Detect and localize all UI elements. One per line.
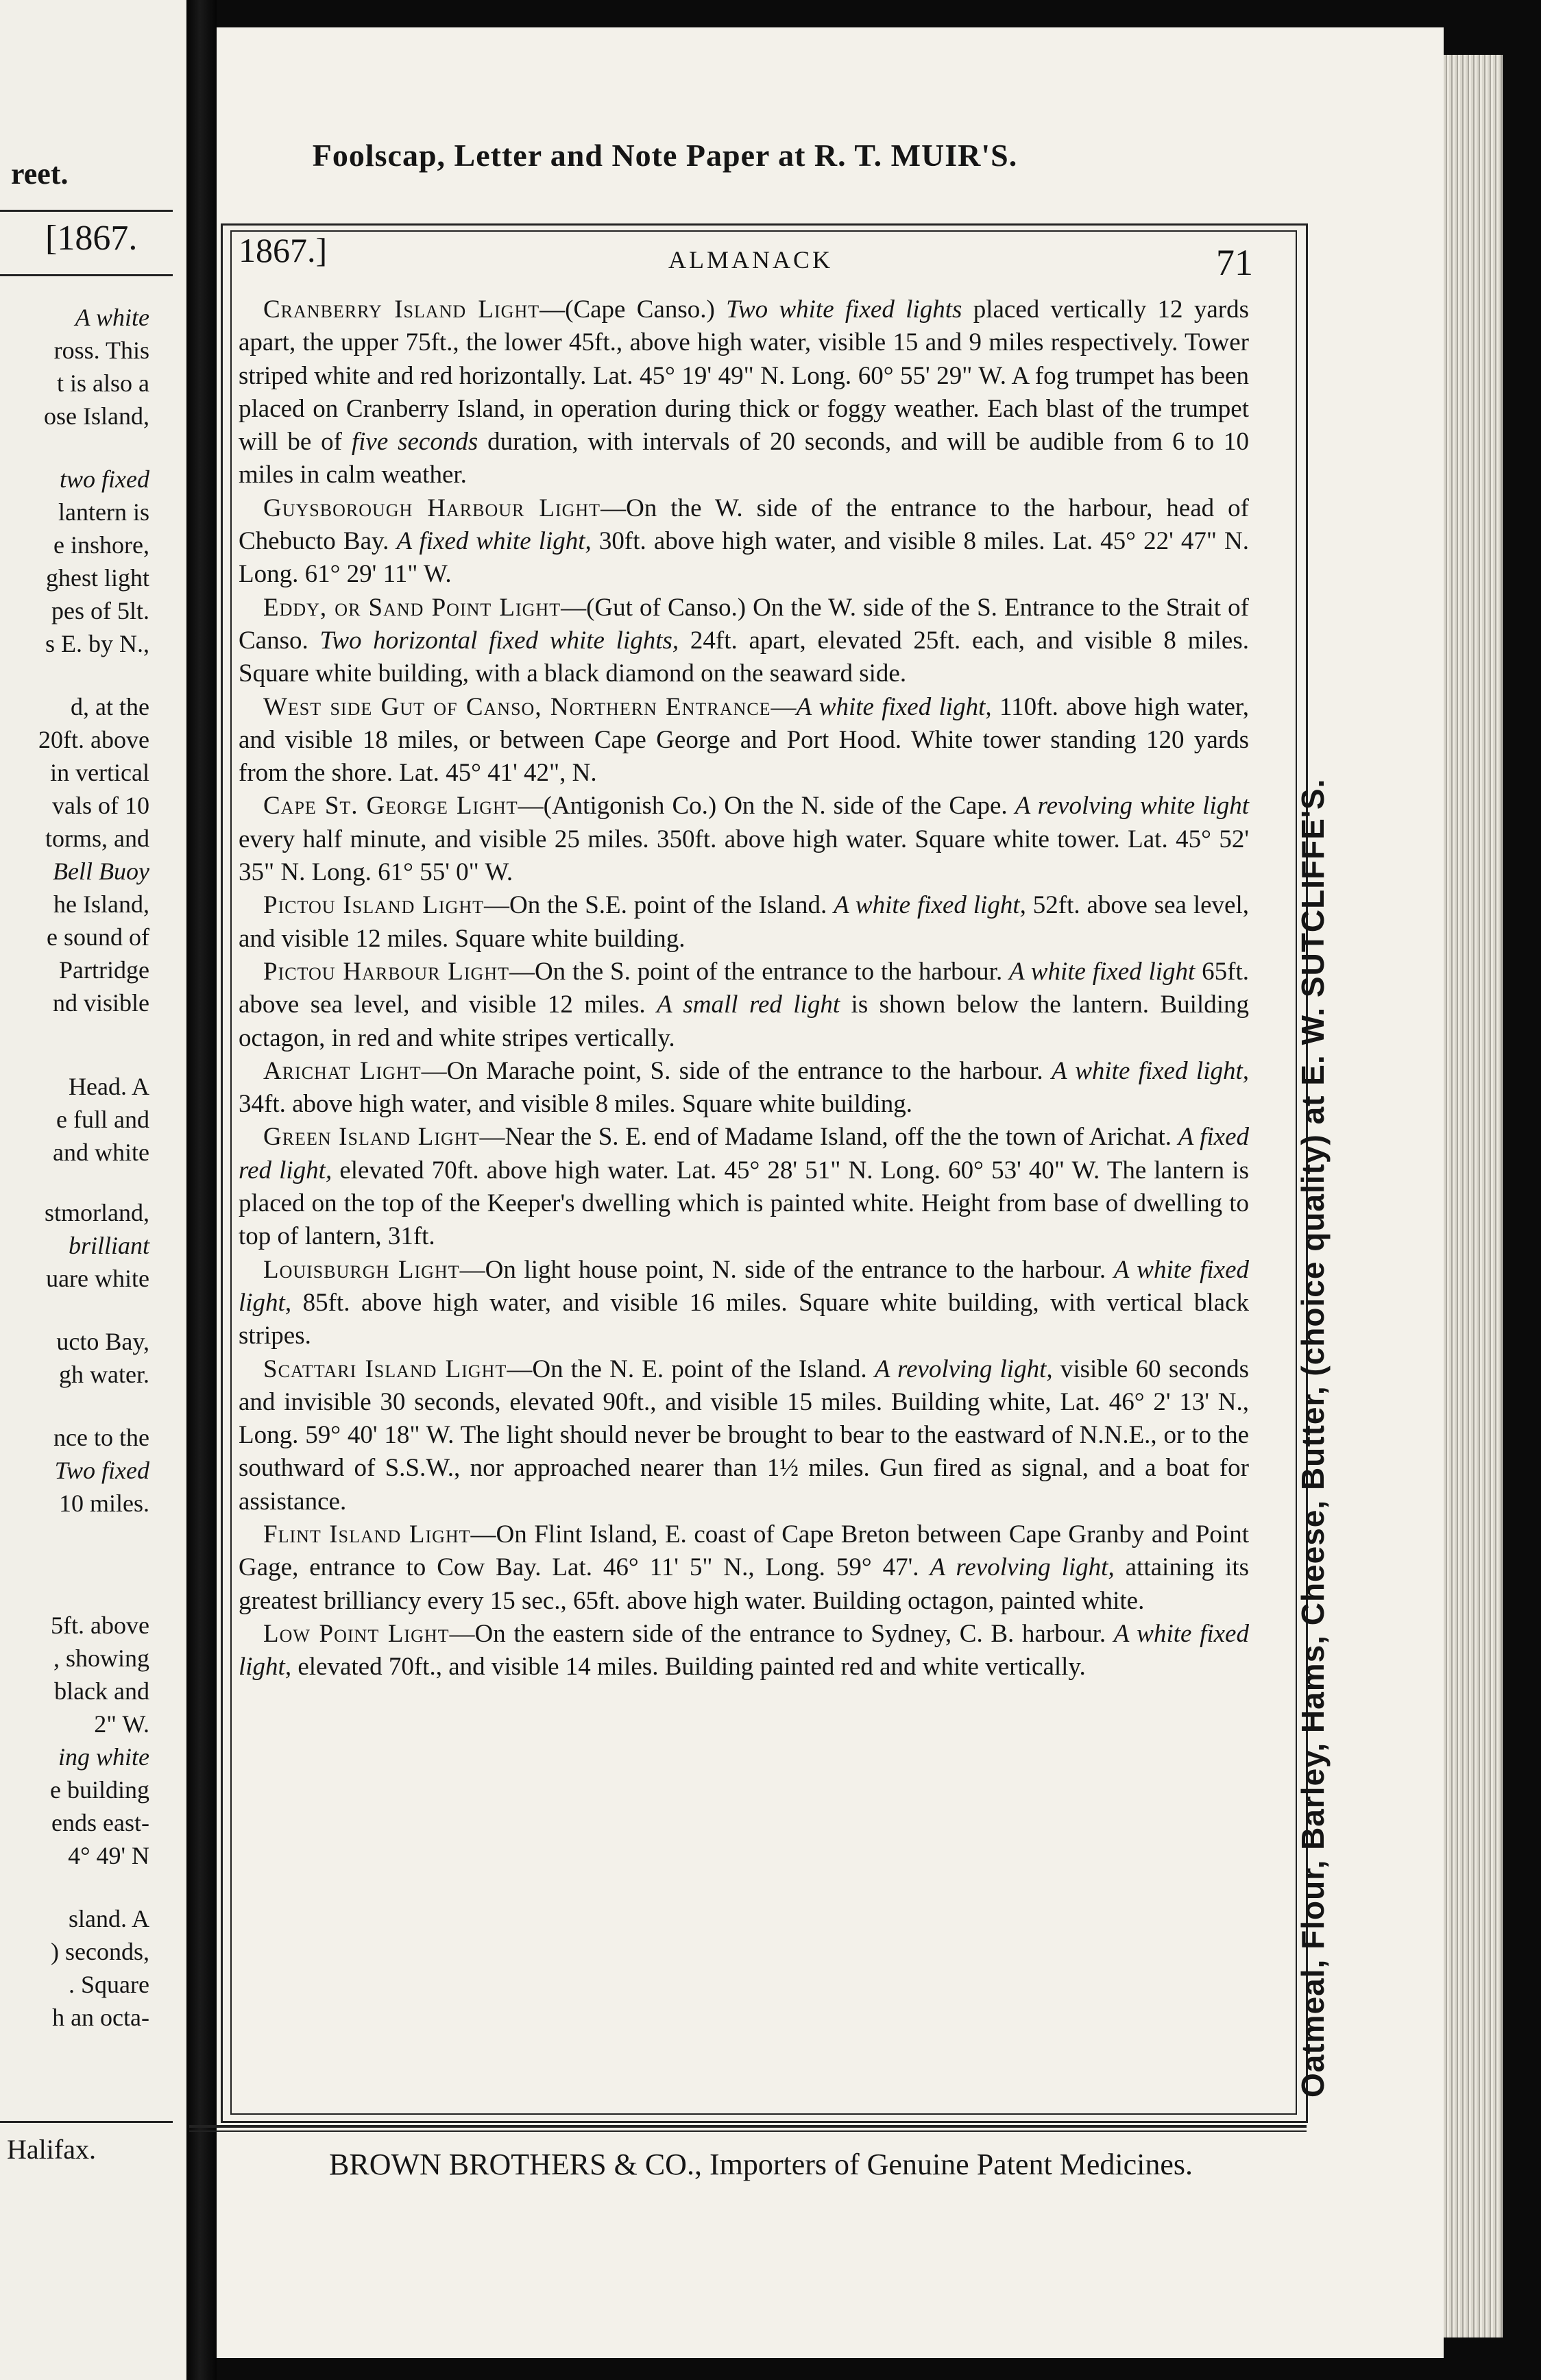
- entry-title: Pictou Harbour Light: [263, 957, 509, 986]
- facing-page-line: e inshore,: [53, 531, 149, 559]
- entry-text: —On the eastern side of the entrance to Sydney, C. B. harbour.: [449, 1619, 1114, 1648]
- facing-page-line: , showing: [53, 1644, 149, 1672]
- entry-text: —(Antigonish Co.) On the N. side of the Cape.: [518, 792, 1015, 821]
- entry-light-description: A white fixed light,: [239, 1619, 1249, 1681]
- entry-title: Scattari Island Light: [263, 1355, 507, 1383]
- facing-page-line: Two fixed: [54, 1457, 149, 1484]
- facing-page-line: e building: [50, 1776, 149, 1804]
- facing-page-line: Head. A: [69, 1073, 149, 1100]
- entry-title: Cape St. George Light: [263, 792, 518, 821]
- entry-title: Louisburgh Light: [263, 1255, 460, 1284]
- entry-text: 24ft. apart, elevated 25ft. each, and visible 8 miles. Square white building, with a black diamond on the seaward side.: [239, 626, 1249, 688]
- facing-page-line: ends east-: [51, 1809, 149, 1836]
- lighthouse-entry: [239, 1254, 1249, 1353]
- entry-light-description: A revolving light,: [930, 1553, 1115, 1582]
- facing-page-footer: Halifax.: [7, 2134, 96, 2165]
- entry-light-description: Two white fixed lights: [726, 295, 962, 324]
- entry-light-description: five seconds: [351, 428, 478, 457]
- facing-page-line: and white: [53, 1139, 149, 1166]
- facing-page-line: stmorland,: [45, 1199, 149, 1226]
- entry-title: Flint Island Light: [263, 1520, 471, 1549]
- lighthouse-entries: [239, 293, 1249, 1684]
- facing-page-line: pes of 5lt.: [51, 597, 149, 624]
- entry-title: Low Point Light: [263, 1619, 450, 1648]
- facing-page-header-fragment: reet.: [11, 157, 69, 191]
- entry-light-description: A white fixed light,: [796, 692, 992, 721]
- entry-title: Green Island Light: [263, 1123, 480, 1152]
- entry-title: Guysborough Harbour Light: [263, 494, 601, 522]
- entry-text: 65ft. above sea level, and visible 12 miles.: [239, 957, 1249, 1019]
- facing-page-line: t is also a: [57, 369, 149, 397]
- facing-page-line: 20ft. above: [38, 726, 149, 753]
- entry-title: West side Gut of Canso, Northern Entrance: [263, 692, 771, 721]
- entry-title: Eddy, or Sand Point Light: [263, 593, 561, 622]
- lighthouse-entry: [239, 1353, 1249, 1518]
- entry-text: —On the S. point of the entrance to the harbour.: [509, 957, 1010, 986]
- facing-page-bottom-rule: [0, 2121, 173, 2123]
- facing-page-header-rule: [0, 274, 173, 276]
- facing-page-line: ose Island,: [44, 402, 149, 430]
- entry-light-description: A white fixed light,: [1051, 1056, 1250, 1085]
- entry-light-description: A white fixed light,: [239, 1255, 1249, 1317]
- entry-text: —: [770, 692, 797, 721]
- facing-page-line: ghest light: [46, 564, 149, 592]
- facing-page-line: nce to the: [53, 1424, 149, 1451]
- facing-page-line: ) seconds,: [51, 1938, 149, 1965]
- entry-text: —On light house point, N. side of the entrance to the harbour.: [459, 1255, 1114, 1284]
- facing-page-line: e full and: [56, 1106, 149, 1133]
- lighthouse-entry: [239, 1518, 1249, 1618]
- footer-rule: [189, 2125, 1307, 2128]
- facing-page-line: 10 miles.: [59, 1490, 149, 1517]
- entry-text: visible 60 seconds and invisible 30 seconds, elevated 90ft., and visible 15 miles. Building white, Lat. 46° 2' 13' N., Long. 59° 40' 18" W. The light should never be brought to bear to the eastward of N.N.E., or to the southward of S.S.W., nor approached nearer than 1½ miles. Gun fired as signal, and a boat for assistance.: [239, 1355, 1249, 1516]
- running-title: ALMANACK: [668, 246, 834, 274]
- page-edges: [1444, 55, 1503, 2338]
- entry-text: 85ft. above high water, and visible 16 miles. Square white building, with vertical black stripes.: [239, 1288, 1249, 1350]
- lighthouse-entry: [239, 889, 1249, 956]
- lighthouse-entry: [239, 790, 1249, 889]
- entry-light-description: A fixed red light,: [239, 1123, 1249, 1185]
- facing-page-line: A white: [75, 304, 149, 331]
- lighthouse-entry: [239, 1055, 1249, 1121]
- entry-text: —Near the S. E. end of Madame Island, off the the town of Arichat.: [479, 1123, 1178, 1152]
- lighthouse-entry: [239, 293, 1249, 492]
- entry-text: 110ft. above high water, and visible 18 miles, or between Cape George and Port Hood. White tower standing 120 yards from the shore. Lat. 45° 41' 42", N.: [239, 692, 1249, 788]
- facing-page-line: s E. by N.,: [45, 630, 149, 657]
- entry-text: elevated 70ft. above high water. Lat. 45° 28' 51" N. Long. 60° 53' 40" W. The lantern is placed on the top of the Keeper's dwelling which is painted white. Height from base of dwelling to top of lantern, 31ft.: [239, 1156, 1249, 1251]
- entry-text: every half minute, and visible 25 miles. 350ft. above high water. Square white tower. Lat. 45° 52' 35" N. Long. 61° 55' 0" W.: [239, 825, 1249, 887]
- entry-text: attaining its greatest brilliancy every 15 sec., 65ft. above high water. Building octagon, painted white.: [239, 1553, 1249, 1615]
- side-advertisement: Oatmeal, Flour, Barley, Hams, Cheese, Butter, (choice quality) at E. W. SUTCLIFFE'S.: [1295, 778, 1331, 2098]
- entry-text: 30ft. above high water, and visible 8 miles. Lat. 45° 22' 47" N. Long. 61° 29' 11" W.: [239, 527, 1249, 589]
- entry-text: 52ft. above sea level, and visible 12 miles. Square white building.: [239, 891, 1250, 953]
- lighthouse-entry: [239, 956, 1249, 1055]
- entry-text: —On the W. side of the entrance to the harbour, head of Chebucto Bay.: [239, 494, 1249, 556]
- facing-page-line: 4° 49' N: [68, 1842, 149, 1869]
- entry-light-description: A revolving white light: [1015, 792, 1249, 821]
- facing-page-top-rule: [0, 210, 173, 212]
- facing-page-line: black and: [54, 1677, 149, 1705]
- facing-page-line: ucto Bay,: [56, 1328, 149, 1355]
- entry-light-description: Two horizontal fixed white lights,: [319, 626, 679, 655]
- facing-page-line: . Square: [69, 1971, 149, 1998]
- facing-page-fragment: [0, 0, 186, 2380]
- entry-title: Arichat Light: [263, 1056, 422, 1085]
- entry-title: Pictou Island Light: [263, 891, 485, 920]
- entry-light-description: A white fixed light: [1009, 957, 1196, 986]
- entry-light-description: A small red light: [657, 991, 840, 1019]
- entry-text: —On the N. E. point of the Island.: [507, 1355, 875, 1383]
- lighthouse-entry: [239, 1121, 1249, 1253]
- entry-light-description: A fixed white light,: [396, 527, 592, 556]
- book-gutter: [186, 0, 217, 2380]
- entry-title: Cranberry Island Light: [263, 295, 540, 324]
- entry-text: —(Gut of Canso.) On the W. side of the S. Entrance to the Strait of Canso.: [239, 593, 1249, 655]
- facing-page-line: Bell Buoy: [53, 858, 149, 885]
- entry-text: duration, with intervals of 20 seconds, and will be audible from 6 to 10 miles in calm weather.: [239, 428, 1249, 489]
- entry-text: placed vertically 12 yards apart, the upper 75ft., the lower 45ft., above high water, visible 15 and 9 miles respectively. Tower striped white and red horizontally. Lat. 45° 19' 49" N. Long. 60° 55' 29" W. A fog trumpet has been placed on Cranberry Island, in operation during thick or foggy weather. Each blast of the trumpet will be of: [239, 295, 1249, 457]
- facing-page-line: e sound of: [47, 923, 149, 951]
- facing-page-line: ross. This: [53, 337, 149, 364]
- lighthouse-entry: [239, 592, 1249, 691]
- lighthouse-entry: [239, 1618, 1249, 1684]
- facing-page-line: brilliant: [68, 1232, 149, 1259]
- entry-light-description: A white fixed light,: [834, 891, 1026, 920]
- facing-page-line: Partridge: [59, 956, 149, 984]
- entry-text: —(Cape Canso.): [539, 295, 727, 324]
- facing-page-line: sland. A: [68, 1905, 149, 1932]
- facing-page-line: nd visible: [53, 989, 149, 1017]
- entry-text: is shown below the lantern. Building octagon, in red and white stripes vertically.: [239, 991, 1249, 1052]
- facing-page-line: lantern is: [58, 498, 149, 526]
- entry-text: —On Flint Island, E. coast of Cape Breton between Cape Granby and Point Gage, entrance to Cow Bay. Lat. 46° 11' 5" N., Long. 59° 47'.: [239, 1520, 1249, 1582]
- facing-page-line: he Island,: [53, 890, 149, 918]
- facing-page-line: torms, and: [45, 825, 149, 852]
- facing-page-line: 2" W.: [94, 1710, 149, 1738]
- lighthouse-entry: [239, 492, 1249, 592]
- facing-page-line: in vertical: [50, 759, 149, 786]
- entry-text: —On the S.E. point of the Island.: [484, 891, 834, 920]
- facing-page-line: two fixed: [60, 465, 149, 493]
- facing-page-line: uare white: [46, 1265, 149, 1292]
- facing-page-line: 5ft. above: [51, 1612, 149, 1639]
- entry-text: elevated 70ft., and visible 14 miles. Building painted red and white vertically.: [291, 1653, 1086, 1681]
- facing-page-line: h an octa-: [52, 2004, 149, 2031]
- header-advertisement: Foolscap, Letter and Note Paper at R. T. MUIR'S.: [312, 138, 1018, 173]
- facing-page-line: ing white: [58, 1743, 149, 1771]
- footer-advertisement: BROWN BROTHERS & CO., Importers of Genuine Patent Medicines.: [329, 2148, 1193, 2181]
- entry-text: 34ft. above high water, and visible 8 miles. Square white building.: [239, 1090, 912, 1119]
- page-number: 71: [1216, 242, 1253, 283]
- entry-text: —On Marache point, S. side of the entrance to the harbour.: [421, 1056, 1052, 1085]
- facing-page-line: d, at the: [71, 693, 149, 720]
- page-year: 1867.]: [239, 231, 328, 269]
- facing-page-year: [1867.: [45, 219, 138, 258]
- entry-light-description: A revolving light,: [874, 1355, 1053, 1383]
- facing-page-line: vals of 10: [52, 792, 149, 819]
- footer-rule-thin: [189, 2130, 1307, 2132]
- lighthouse-entry: [239, 691, 1249, 790]
- facing-page-line: gh water.: [59, 1361, 149, 1388]
